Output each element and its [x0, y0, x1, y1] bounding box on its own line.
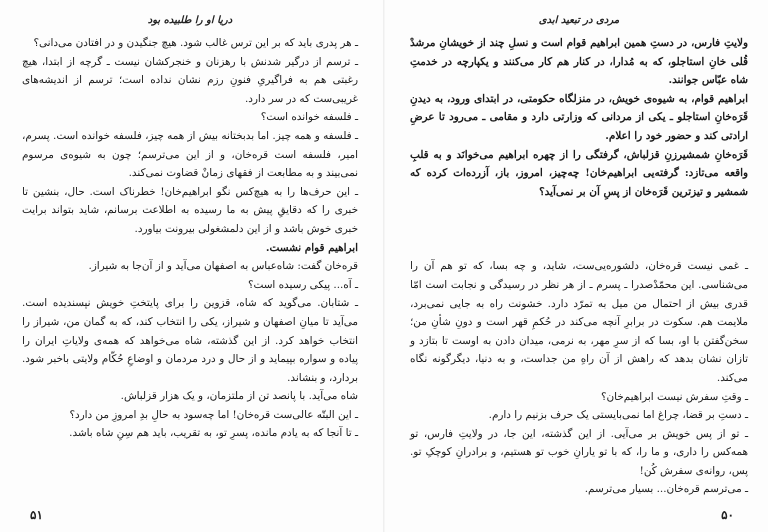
right-paragraph: ـ دستِ بر قضا، چراغ اما نمی‌بایستی یک حرف بزنیم را دارم. [488, 409, 748, 422]
right-bold-paragraph: ولایتِ فارس، در دستِ همین ابراهیم قوام است و نسلِ چند از خویشانِ مرشدْ قُلی خانِ استاجلو، که به مُدارا، در کنار هم کار می‌کنند و یکپارچه در خدمتِ شاه عبّاس جوانند. [410, 37, 748, 87]
left-page-body [22, 34, 358, 443]
right-bold-intro [410, 34, 748, 201]
section-break-space [410, 201, 748, 257]
left-section-heading: ابراهیم قوام نشست. [265, 241, 358, 254]
right-running-head: مردی در تبعید ابدی [538, 15, 620, 26]
left-paragraph: شاه می‌آید. با پانصد تن از ملتزمان، و یک هزار قزلباش. [120, 390, 358, 403]
right-paragraph: ـ می‌ترسم قره‌خان... بسیار می‌ترسم. [584, 483, 748, 496]
right-bold-paragraph: قَرَه‌خانِ شمشیرزنِ قزلباش، گرفتگی را از چهره ابراهیم می‌خوانَد و به قلبِ واقعه می‌تازد: گرفته‌یی ابراهیم‌خان! چه‌چیز، امروز، باز، آزرده‌ات کرده که شمشیر و تیزترین قَرَه‌خان از پسِ آن بر نمی‌آید؟ [410, 148, 748, 198]
right-page-number: ۵۰ [721, 508, 734, 522]
left-running-head: دریا او را طلبیده بود [147, 15, 233, 26]
right-bold-paragraph: ابراهیم قوام، به شیوه‌ی خویش، در منزلگاه حکومتی، در ابتدای ورود، به دیدنِ قَرَه‌خانِ استاجلو ـ یکی از مردانی که وزارتی دارد و مقامی ـ می‌رود تا عرضِ ارادتی کند و حضور خود را اعلام. [410, 92, 748, 142]
left-paragraph: ـ این حرف‌ها را به هیچ‌کس نگو ابراهیم‌خان! خطرناک است. حال، بنشین تا خبری را که دقایقِ پیش به ما رسیده به اطلاعت برسانم، شاید بتواند برایت خبری خوش باشد و از این دلمشغولی بیرونت بیاورد. [22, 185, 358, 235]
book-gutter [383, 0, 385, 532]
right-paragraph: ـ تو از پس خویش بر می‌آیی. از این گذشته، این جا، در ولایتِ فارس، تو همه‌کس را داری، و ما را، که با تو یارانِ خوب تو هستیم، و برادرانِ کوچکِ تو. پس، روانه‌ی سفرش کُن! [410, 427, 748, 477]
right-paragraph: ـ غمی نیست قره‌خان، دلشوره‌یی‌ست، شاید، و چه بسا، که تو هم آن را می‌شناسی. این محمّدْصدرا ـ پسرم ـ از هر نظر در رسیدگی و نجابت است امّا قدری بیش از احتمال من میل به تمرّد دارد. خشونت راه به جایی نمی‌برد، ملایمت هم. سکوت در برابرِ آنچه می‌کند در حُکمِ قهر است و دونِ شأنِ من؛ سخن‌گفتن با او، بسا که از سرِ مهر، به نرمی، میدان دادن به اوست تا بتازد و تازان نشان بدهد که راهش از آن راهِ من جداست، و به دنیا، دیگرگونه نگاه می‌کند. [410, 260, 748, 384]
right-page-body [410, 257, 748, 499]
left-paragraph: ـ این البتّه عالی‌ست قره‌خان! اما چه‌سود به حالِ بدِ امروزِ من دارد؟ [69, 408, 358, 421]
left-paragraph: ـ هر پدری باید که بر این ترس غالب شود. هیچ جنگیدن و در افتادن می‌دانی؟ [33, 37, 358, 49]
right-paragraph: ـ وقتِ سفرش نیست ابراهیم‌خان؟ [601, 390, 748, 403]
left-paragraph: ـ آه... پیکی رسیده است؟ [248, 278, 358, 291]
left-paragraph: ـ فلسفه خوانده است؟ [260, 111, 358, 124]
left-page-number: ۵۱ [30, 508, 43, 522]
left-paragraph: قره‌خان گفت: شاه‌عباس به اصفهان می‌آید و از آن‌جا به شیراز. [88, 260, 358, 273]
left-paragraph: ـ فلسفه و همه چیز. اما بدبختانه بیش از همه چیز، فلسفه خوانده است. پسرم، امیر، فلسفه است قره‌خان، و از این می‌ترسم؛ چون به شیوه‌ی مرسوم نمی‌بیند و به مطابعت از فقهای زمانْ قضاوت نمی‌کند. [22, 129, 358, 180]
left-paragraph: ـ شتابان. می‌گوید که شاه، قزوین را برای پایتختِ خویش نپسندیده است. می‌آید تا میانِ اصفهان و شیراز، یکی را انتخاب کند، که به گمان من، شیراز را انتخاب خواهد کرد. از این گذشته، شاه می‌خواهد که همه‌ی ولایاتِ ایران را پیاده و سواره بپیماید و از حال و درد مردمان و اوضاعِ حُکّام ولایتی باخبر شود. بردارد، و بنشاند. [22, 297, 358, 384]
left-paragraph: ـ تا آنجا که به یادم مانده، پسرِ تو، به تقریب، باید هم سِنِ شاه باشد. [69, 427, 358, 440]
left-paragraph: ـ ترسم از درگیر شدنش با رهزنان و خنجرکشان نیست ـ گرچه از ابتدا، هیچ رغبتی هم به فراگیریِ فنونِ رزم نشان نداده است؛ ترسم از اندیشه‌های غریبی‌ست که در سر دارد. [22, 55, 358, 105]
right-page [384, 0, 768, 532]
